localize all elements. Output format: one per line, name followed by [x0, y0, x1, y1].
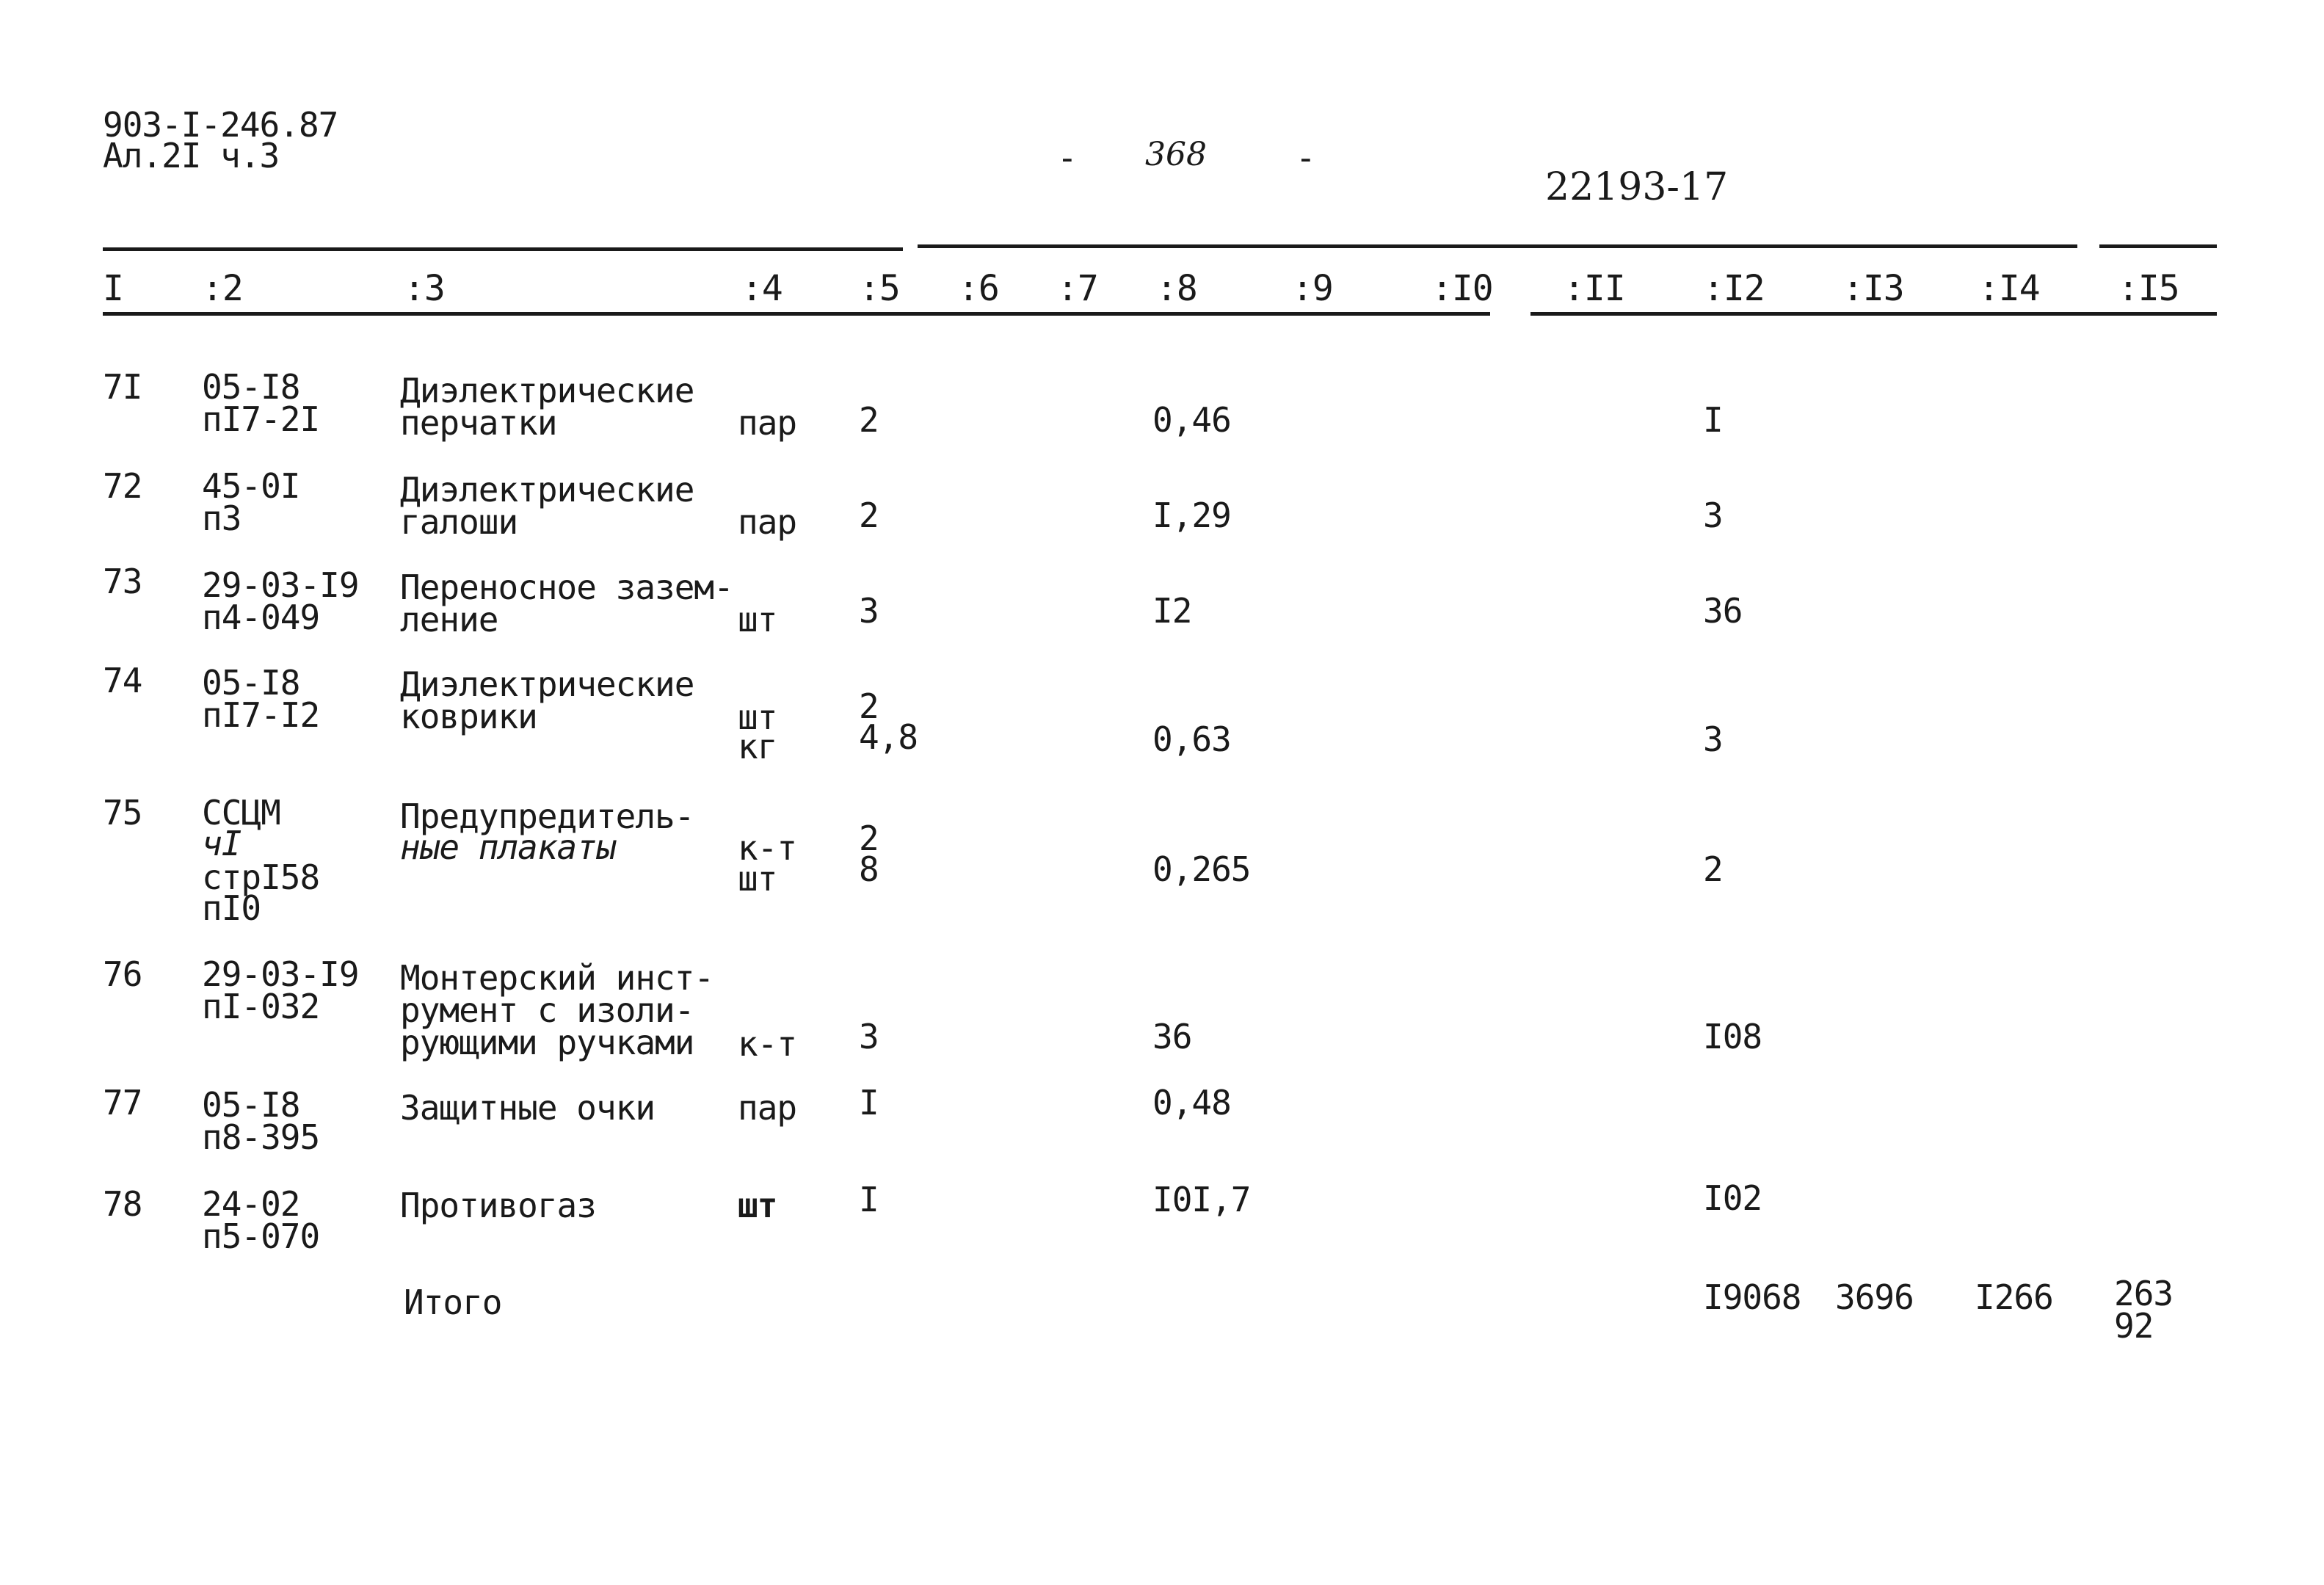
column-header: :2 — [202, 268, 243, 309]
row-number: 78 — [103, 1184, 142, 1224]
row-total: I — [1703, 400, 1723, 440]
sheet-ref: Ал.2I ч.3 — [103, 136, 280, 175]
row-ref: п4-049 — [202, 598, 320, 637]
row-price: 0,48 — [1152, 1083, 1231, 1122]
header-top-rule — [2099, 244, 2217, 248]
row-qty: 2 — [859, 496, 879, 535]
row-qty: 4,8 — [859, 717, 918, 757]
column-header: :5 — [859, 268, 900, 309]
row-total: 36 — [1703, 591, 1743, 631]
totals-col15: 263 — [2114, 1274, 2174, 1313]
row-ref: 29-03-I9 — [202, 954, 359, 994]
row-name: Диэлектрические — [400, 371, 694, 410]
column-header: :9 — [1292, 268, 1333, 309]
column-header: :3 — [404, 268, 445, 309]
row-ref: ССЦМ — [202, 793, 280, 833]
row-name: румент с изоли- — [400, 990, 694, 1030]
totals-col12: I9068 — [1703, 1277, 1801, 1317]
row-unit: пар — [738, 1088, 797, 1128]
header-top-rule — [918, 244, 2077, 248]
totals-col15: 92 — [2114, 1306, 2154, 1346]
totals-col13: 3696 — [1835, 1277, 1914, 1317]
row-price: 0,46 — [1152, 400, 1231, 440]
row-name: Защитные очки — [400, 1088, 656, 1128]
row-total: I02 — [1703, 1178, 1762, 1218]
row-ref: 29-03-I9 — [202, 565, 359, 605]
totals-col14: I266 — [1975, 1277, 2053, 1317]
row-ref: пI7-2I — [202, 399, 320, 439]
row-number: 75 — [103, 793, 142, 833]
header-top-rule — [103, 247, 903, 251]
row-unit: к-т — [738, 828, 797, 868]
row-unit: шт — [738, 859, 777, 899]
row-ref: 05-I8 — [202, 367, 300, 407]
row-number: 72 — [103, 466, 142, 506]
row-name: Переносное зазем- — [400, 567, 733, 607]
row-unit: пар — [738, 403, 797, 443]
row-qty: 3 — [859, 1017, 879, 1056]
row-ref: п8-395 — [202, 1117, 320, 1157]
column-header: :I0 — [1431, 268, 1493, 309]
row-price: 0,63 — [1152, 719, 1231, 759]
row-name: Монтерский инст- — [400, 958, 714, 998]
row-unit: кг — [738, 727, 777, 766]
column-header: :7 — [1057, 268, 1098, 309]
row-qty: 8 — [859, 849, 879, 889]
row-number: 73 — [103, 562, 142, 601]
row-number: 76 — [103, 954, 142, 994]
row-ref: пI0 — [202, 888, 261, 928]
page-dash-left: - — [1057, 138, 1078, 178]
row-total: 3 — [1703, 719, 1723, 759]
column-header: :6 — [958, 268, 999, 309]
row-ref: чI — [202, 824, 242, 863]
row-name: Противогаз — [400, 1186, 596, 1225]
row-unit: шт — [738, 697, 777, 737]
row-qty: 3 — [859, 591, 879, 631]
row-ref: 45-0I — [202, 466, 300, 506]
row-number: 74 — [103, 661, 142, 700]
row-name: Диэлектрические — [400, 664, 694, 704]
row-name: коврики — [400, 697, 537, 736]
column-header: :II — [1564, 268, 1625, 309]
row-unit: шт — [738, 600, 777, 639]
page-number: 368 — [1145, 136, 1207, 173]
row-qty: 2 — [859, 819, 879, 858]
row-name: рующими ручками — [400, 1023, 694, 1062]
doc-code: 903-I-246.87 — [103, 105, 338, 145]
page-dash-right: - — [1296, 138, 1316, 178]
row-ref: 24-02 — [202, 1184, 300, 1224]
header-bottom-rule — [103, 312, 1490, 316]
row-total: 3 — [1703, 496, 1723, 535]
row-price: I2 — [1152, 591, 1192, 631]
row-ref: 05-I8 — [202, 663, 300, 703]
row-name: ные плакаты — [400, 827, 616, 867]
row-name: Предупредитель- — [400, 797, 694, 836]
column-header: :8 — [1156, 268, 1197, 309]
row-qty: 2 — [859, 686, 879, 726]
column-header: :I2 — [1703, 268, 1765, 309]
row-price: 36 — [1152, 1017, 1192, 1056]
row-ref: п5-070 — [202, 1216, 320, 1256]
row-total: 2 — [1703, 849, 1723, 889]
row-qty: I — [859, 1180, 879, 1219]
row-unit: к-т — [738, 1024, 797, 1064]
row-qty: 2 — [859, 400, 879, 440]
totals-label: Итого — [404, 1283, 502, 1322]
row-qty: I — [859, 1083, 879, 1122]
row-ref: стрI58 — [202, 857, 320, 897]
row-ref: пI-032 — [202, 987, 320, 1026]
row-name: ление — [400, 600, 498, 639]
row-price: I,29 — [1152, 496, 1231, 535]
row-ref: пI7-I2 — [202, 695, 320, 735]
row-name: перчатки — [400, 403, 557, 443]
doc-number: 22193-17 — [1545, 165, 1729, 209]
row-ref: 05-I8 — [202, 1085, 300, 1125]
row-total: I08 — [1703, 1017, 1762, 1056]
row-unit: шт — [738, 1186, 777, 1225]
row-unit: пар — [738, 502, 797, 542]
row-name: Диэлектрические — [400, 470, 694, 509]
row-price: 0,265 — [1152, 849, 1251, 889]
column-header: :I4 — [1978, 268, 2040, 309]
column-header: :4 — [741, 268, 782, 309]
column-header: :I3 — [1842, 268, 1904, 309]
row-number: 77 — [103, 1083, 142, 1122]
row-price: I0I,7 — [1152, 1180, 1251, 1219]
row-ref: п3 — [202, 498, 242, 538]
header-bottom-rule — [1530, 312, 2217, 316]
column-header: :I5 — [2118, 268, 2179, 309]
column-header: I — [103, 268, 123, 309]
row-name: галоши — [400, 502, 518, 542]
row-number: 7I — [103, 367, 142, 407]
